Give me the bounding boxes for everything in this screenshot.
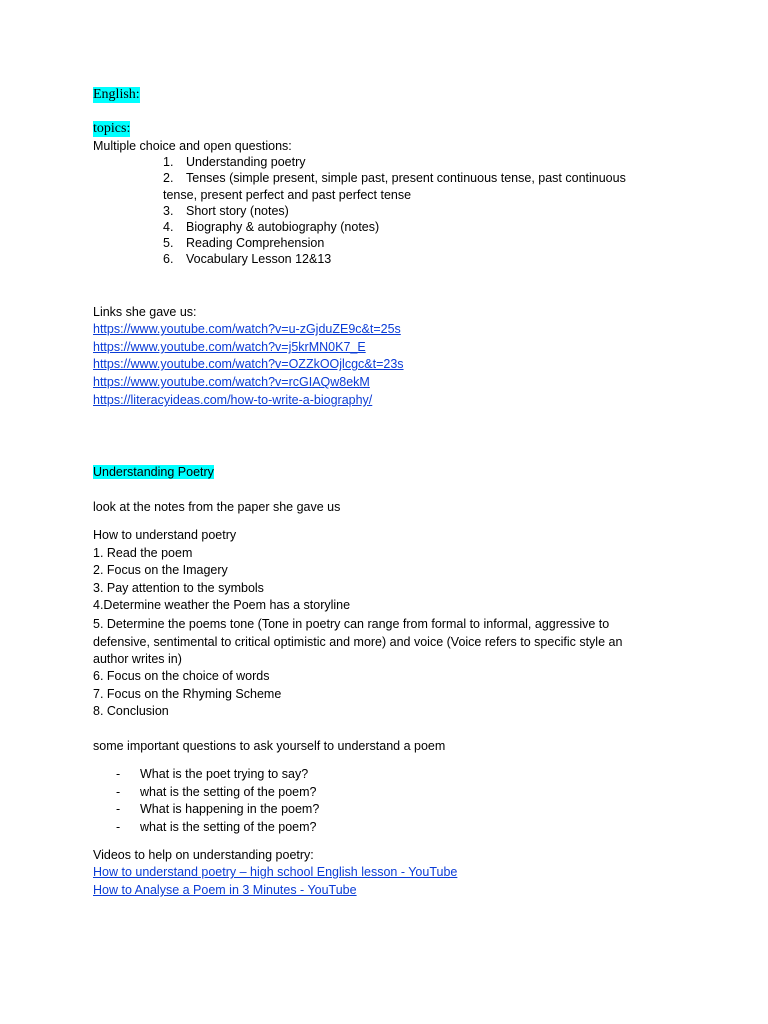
list-item: Tenses (simple present, simple past, present continuous tense, past continuous	[186, 171, 626, 185]
list-item: Short story (notes)	[186, 204, 289, 218]
video-link[interactable]: How to Analyse a Poem in 3 Minutes - YouTube	[93, 883, 357, 897]
list-item: Vocabulary Lesson 12&13	[186, 252, 332, 266]
step-item: 3. Pay attention to the symbols	[93, 581, 264, 595]
links-label: Links she gave us:	[93, 305, 197, 319]
english-heading: English:	[93, 87, 140, 102]
question-item: What is happening in the poem?	[140, 802, 320, 816]
list-item-number: 4.	[163, 220, 174, 234]
list-item-number: 2.	[163, 171, 174, 185]
list-item-continuation: tense, present perfect and past perfect tense	[163, 188, 412, 202]
list-item: Biography & autobiography (notes)	[186, 220, 380, 234]
step-item: 1. Read the poem	[93, 546, 193, 560]
step-item: 7. Focus on the Rhyming Scheme	[93, 687, 282, 701]
question-item: what is the setting of the poem?	[140, 785, 317, 799]
list-item: Understanding poetry	[186, 155, 306, 169]
youtube-link[interactable]: https://www.youtube.com/watch?v=j5krMN0K7_E	[93, 340, 366, 354]
youtube-link[interactable]: https://www.youtube.com/watch?v=OZZkOOjlcgc&t=23s	[93, 357, 404, 371]
step-item: 4.Determine weather the Poem has a storyline	[93, 598, 351, 612]
question-item: what is the setting of the poem?	[140, 820, 317, 834]
section-heading-poetry: Understanding Poetry	[93, 465, 214, 479]
step-item: 2. Focus on the Imagery	[93, 563, 228, 577]
list-item-number: 3.	[163, 204, 174, 218]
questions-intro: some important questions to ask yourself to understand a poem	[93, 739, 446, 753]
topics-intro: Multiple choice and open questions:	[93, 139, 292, 153]
how-to-title: How to understand poetry	[93, 528, 237, 542]
video-link[interactable]: How to understand poetry – high school English lesson - YouTube	[93, 865, 458, 879]
list-item-number: 5.	[163, 236, 174, 250]
list-item: Reading Comprehension	[186, 236, 325, 250]
bullet-dash: -	[116, 785, 121, 799]
question-item: What is the poet trying to say?	[140, 767, 309, 781]
biography-link[interactable]: https://literacyideas.com/how-to-write-a-biography/	[93, 393, 373, 407]
list-item-number: 6.	[163, 252, 174, 266]
bullet-dash: -	[116, 820, 121, 834]
step-item: 6. Focus on the choice of words	[93, 669, 270, 683]
list-item-number: 1.	[163, 155, 174, 169]
youtube-link[interactable]: https://www.youtube.com/watch?v=u-zGjduZE9c&t=25s	[93, 322, 401, 336]
topics-heading: topics:	[93, 121, 131, 136]
step-item: 5. Determine the poems tone (Tone in poetry can range from formal to informal, aggressive to defensive, sentimental to critical optimistic and more) and voice (Voice refers to specific style an author writes in)	[93, 617, 623, 667]
bullet-dash: -	[116, 767, 121, 781]
bullet-dash: -	[116, 802, 121, 816]
step-item: 8. Conclusion	[93, 704, 169, 718]
youtube-link[interactable]: https://www.youtube.com/watch?v=rcGIAQw8ekM	[93, 375, 370, 389]
poetry-note: look at the notes from the paper she gave us	[93, 500, 341, 514]
videos-label: Videos to help on understanding poetry:	[93, 848, 314, 862]
